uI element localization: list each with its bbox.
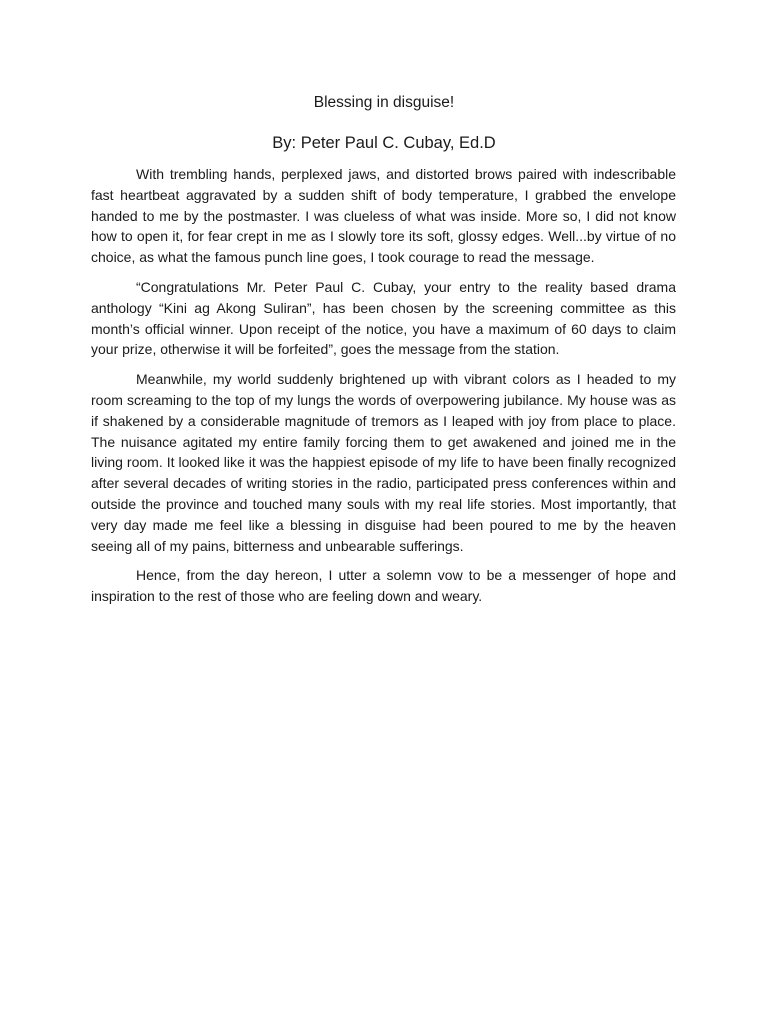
paragraph-2: “Congratulations Mr. Peter Paul C. Cubay, your entry to the reality based drama anthology “Kini ag Akong Suliran”, has been chosen by the screening committee as this month’s official winner. Upon receipt of the notice, you have a maximum of 60 days to claim your prize, otherwise it will be forfeited”, goes the message from the station. (91, 278, 676, 358)
paragraph-4: Hence, from the day hereon, I utter a solemn vow to be a messenger of hope and inspiration to the rest of those who are feeling down and weary. (91, 567, 676, 605)
author-byline: By: Peter Paul C. Cubay, Ed.D (272, 134, 496, 152)
paragraph-1: With trembling hands, perplexed jaws, and distorted brows paired with indescribable fast heartbeat aggravated by a sudden shift of body temperature, I grabbed the envelope handed to me by the postmaster. I was clueless of what was inside. More so, I did not know how to open it, for fear crept in me as I slowly tore its soft, glossy edges. Well...by virtue of no choice, as what the famous punch line goes, I took courage to read the message. (91, 166, 676, 266)
document-title: Blessing in disguise! (313, 94, 455, 111)
paragraph-3: Meanwhile, my world suddenly brightened up with vibrant colors as I headed to my room screaming to the top of my lungs the words of overpowering jubilance. My house was as if shakened by a considerable magnitude of tremors as I leaped with joy from place to place. The nuisance agitated my entire family forcing them to get awakened and joined me in the living room. It looked like it was the happiest episode of my life to have been finally recognized after several decades of writing stories in the radio, participated press conferences within and outside the province and touched many souls with my real life stories. Most importantly, that very day made me feel like a blessing in disguise had been poured to me by the heaven seeing all of my pains, bitterness and unbearable sufferings. (91, 371, 676, 554)
document-body (91, 164, 676, 616)
